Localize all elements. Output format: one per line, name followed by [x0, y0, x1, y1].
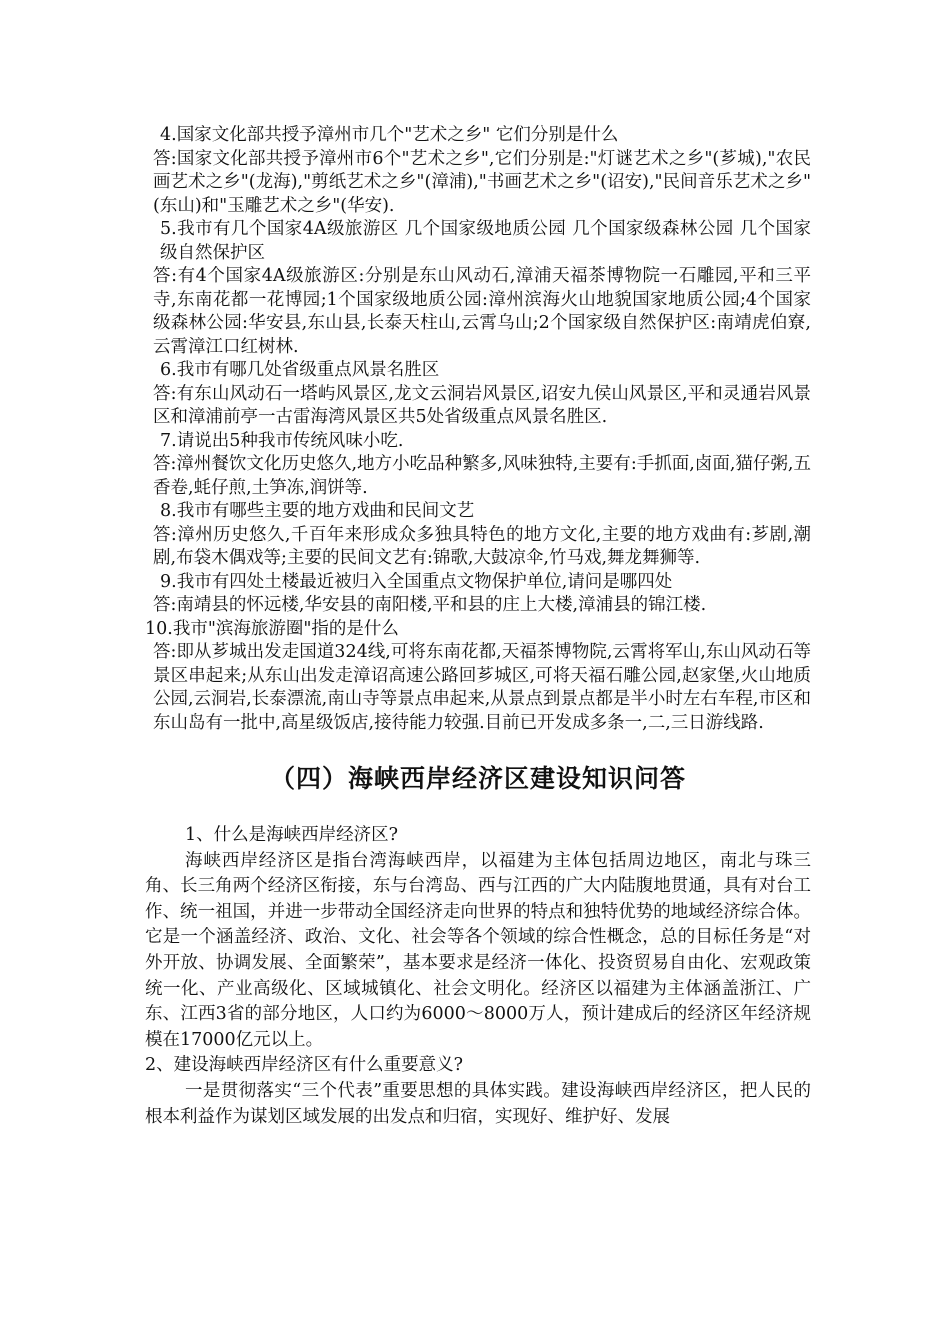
answer-6: 答:有东山风动石一塔屿风景区,龙文云洞岩风景区,诏安九侯山风景区,平和灵通岩风景区和漳浦前亭一古雷海湾风景区共5处省级重点风景名胜区.: [153, 383, 811, 427]
section-question-1: 1、什么是海峡西岸经济区?: [185, 825, 399, 845]
section-heading: （四）海峡西岸经济区建设知识问答: [269, 764, 686, 793]
question-4: 4.国家文化部共授予漳州市几个"艺术之乡" 它们分别是什么: [160, 125, 619, 145]
answer-9: 答:南靖县的怀远楼,华安县的南阳楼,平和县的庄上大楼,漳浦县的锦江楼.: [153, 595, 707, 615]
question-6: 6.我市有哪几处省级重点风景名胜区: [160, 360, 440, 380]
question-5: 5.我市有几个国家4A级旅游区 几个国家级地质公园 几个国家级森林公园 几个国家级自然保护区: [160, 219, 811, 263]
qa-list: [145, 124, 811, 735]
answer-8: 答:漳州历史悠久,千百年来形成众多独具特色的地方文化,主要的地方戏曲有:芗剧,潮剧,布袋木偶戏等;主要的民间文艺有:锦歌,大鼓凉伞,竹马戏,舞龙舞狮等.: [153, 524, 811, 568]
question-9: 9.我市有四处土楼最近被归入全国重点文物保护单位,请问是哪四处: [160, 571, 673, 592]
question-8: 8.我市有哪些主要的地方戏曲和民间文艺: [160, 501, 475, 521]
question-7: 7.请说出5种我市传统风味小吃.: [160, 430, 404, 451]
section-body: [145, 823, 811, 1130]
question-10: 10.我市"滨海旅游圈"指的是什么: [145, 618, 399, 639]
document-page: [145, 124, 811, 1130]
answer-4: 答:国家文化部共授予漳州市6个"艺术之乡",它们分别是:"灯谜艺术之乡"(芗城),"农民画艺术之乡"(龙海),"剪纸艺术之乡"(漳浦),"书画艺术之乡"(诏安),"民间音乐艺术之乡"(东山)和"玉雕艺术之乡"(华安).: [153, 148, 811, 216]
section-question-2: 2、建设海峡西岸经济区有什么重要意义?: [145, 1055, 464, 1076]
answer-10: 答:即从芗城出发走国道324线,可将东南花都,天福茶博物院,云霄将军山,东山风动石等景区串起来;从东山出发走漳诏高速公路回芗城区,可将天福石雕公园,赵家堡,火山地质公园,云洞岩,长泰漂流,南山寺等景点串起来,从景点到景点都是半小时左右车程,市区和东山岛有一批中,高星级饭店,接待能力较强.目前已开发成多条一,二,三日游线路.: [153, 642, 811, 733]
section-paragraph-1: 海峡西岸经济区是指台湾海峡西岸，以福建为主体包括周边地区，南北与珠三角、长三角两个经济区衔接，东与台湾岛、西与江西的广大内陆腹地贯通，具有对台工作、统一祖国，并进一步带动全国经济走向世界的特点和独特优势的地域经济综合体。它是一个涵盖经济、政治、文化、社会等各个领域的综合性概念，总的目标任务是“对外开放、协调发展、全面繁荣”，基本要求是经济一体化、投资贸易自由化、宏观政策统一化、产业高级化、区域城镇化、社会文明化。经济区以福建为主体涵盖浙江、广东、江西3省的部分地区，人口约为6000～8000万人，预计建成后的经济区年经济规模在17000亿元以上。: [145, 850, 811, 1050]
answer-5: 答:有4个国家4A级旅游区:分别是东山风动石,漳浦天福茶博物院一石雕园,平和三平寺,东南花都一花博园;1个国家级地质公园:漳州滨海火山地貌国家地质公园;4个国家级森林公园:华安县,东山县,长泰天柱山,云霄乌山;2个国家级自然保护区:南靖虎伯寮,云霄漳江口红树林.: [153, 266, 811, 357]
answer-7: 答:漳州餐饮文化历史悠久,地方小吃品种繁多,风味独特,主要有:手抓面,卤面,猫仔粥,五香卷,蚝仔煎,土笋冻,润饼等.: [153, 454, 811, 498]
section-paragraph-2: 一是贯彻落实“三个代表”重要思想的具体实践。建设海峡西岸经济区，把人民的根本利益作为谋划区域发展的出发点和归宿，实现好、维护好、发展: [145, 1080, 811, 1127]
